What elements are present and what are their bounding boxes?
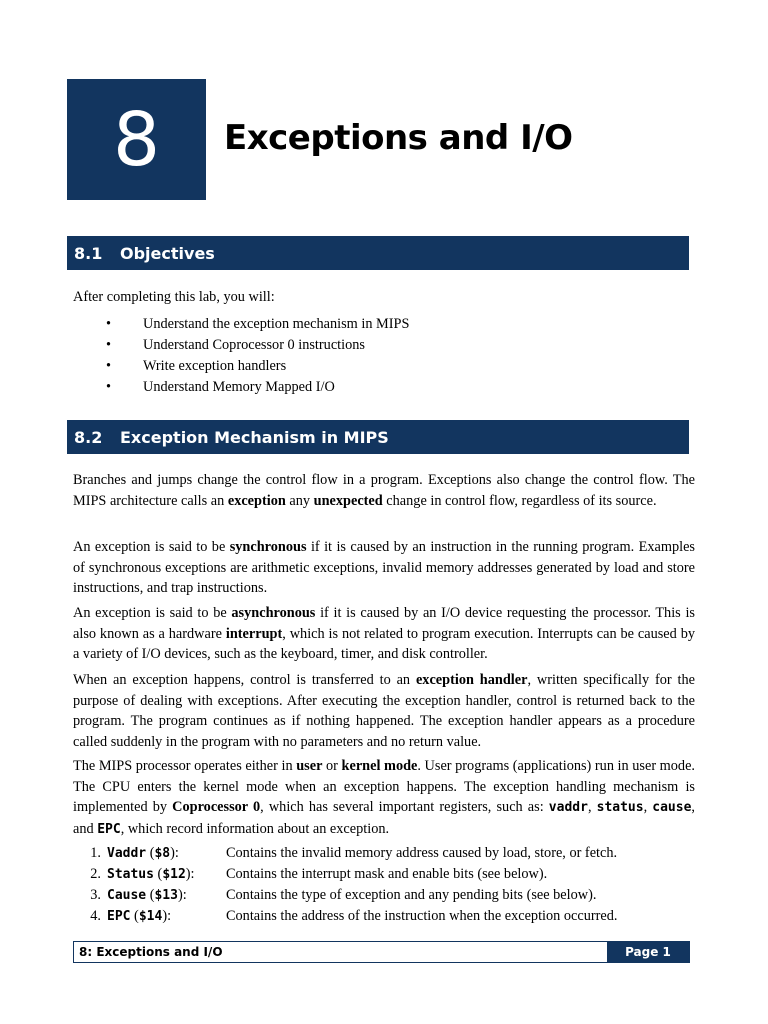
text: , which has several important registers, such as:	[260, 799, 549, 815]
text: change in control flow, regardless of its source.	[382, 492, 657, 509]
paragraph-3	[73, 603, 695, 665]
paragraph-5	[73, 756, 695, 840]
section-number: 8.1	[74, 243, 103, 263]
bold-term: Coprocessor 0	[172, 799, 261, 815]
bold-term: exception	[227, 492, 286, 509]
section-heading-exception-mechanism	[67, 420, 689, 454]
bold-term: kernel mode	[341, 758, 418, 774]
chapter-number-box	[67, 79, 206, 200]
register-description: Contains the interrupt mask and enable bits (see below).	[226, 866, 548, 882]
register-number: $8	[154, 846, 171, 861]
bullet-text: Write exception handlers	[143, 358, 287, 374]
footer-chapter-label: 8: Exceptions and I/O	[79, 945, 223, 959]
list-item: • Understand Coprocessor 0 instructions	[106, 337, 365, 353]
text: ,	[643, 799, 653, 815]
list-item: • Understand Memory Mapped I/O	[106, 379, 335, 395]
chapter-title: Exceptions and I/O	[224, 118, 573, 158]
register-label: EPC	[107, 909, 131, 924]
text: , written specifically for the purpose of dealing with exceptions. After executing the exception handler, control is returned back to the program. The program continues as if nothing happened. The exception handler appears as a procedure called suddenly in the program with no parameters and no return value.	[73, 672, 695, 750]
register-list	[73, 843, 695, 927]
bullet-text: Understand the exception mechanism in MIPS	[143, 316, 410, 332]
paragraph-4	[73, 670, 695, 752]
register-name: Cause ($13):	[107, 887, 187, 903]
text: An exception is said to be	[73, 539, 230, 555]
text: , and	[73, 799, 695, 837]
bold-term: user	[296, 758, 323, 774]
paragraph-2	[73, 537, 695, 599]
text: if it is caused by an instruction in the running program. Examples of synchronous exceptions are arithmetic exceptions, invalid memory addresses generated by load and store instructions, and trap instructions.	[73, 539, 695, 596]
text: , which is not related to program execution. Interrupts can be caused by a variety of I/O devices, such as the keyboard, timer, and disk controller.	[73, 625, 695, 662]
objectives-intro: After completing this lab, you will:	[73, 289, 275, 305]
page-number: Page 1	[607, 942, 689, 962]
text: if it is caused by an I/O device requesting the processor. This is also known as a hardware	[73, 605, 695, 642]
item-number: 1.	[90, 845, 101, 861]
register-name: EPC ($14):	[107, 908, 172, 924]
register-description: Contains the address of the instruction when the exception occurred.	[226, 908, 618, 924]
register-number: $14	[138, 909, 163, 924]
bold-term: synchronous	[229, 539, 307, 555]
bold-term: unexpected	[313, 492, 383, 509]
register-number: $13	[154, 888, 178, 903]
text: . User programs (applications) run in user mode. The CPU enters the kernel mode when an exception happens. The exception handling mechanism is implemented by	[73, 758, 696, 815]
register-name: Status ($12):	[107, 866, 195, 882]
register-description: Contains the invalid memory address caused by load, store, or fetch.	[226, 845, 618, 861]
item-number: 2.	[90, 866, 101, 882]
list-item	[73, 885, 695, 906]
code-term: status	[596, 800, 644, 815]
section-number: 8.2	[74, 427, 103, 447]
register-name: Vaddr ($8):	[107, 845, 179, 861]
text: Branches and jumps change the control flow in a program. Exceptions also change the control flow. The MIPS architecture calls an	[73, 472, 695, 509]
section-title: Objectives	[120, 243, 215, 263]
text: any	[285, 492, 314, 509]
register-label: Status	[107, 867, 154, 882]
code-term: vaddr	[548, 800, 588, 815]
text: The MIPS processor operates either in	[73, 758, 297, 774]
register-number: $12	[162, 867, 186, 882]
page-footer	[73, 941, 690, 963]
section-heading-objectives	[67, 236, 689, 270]
text: or	[322, 758, 342, 774]
register-label: Cause	[107, 888, 147, 903]
text: ,	[587, 799, 597, 815]
item-number: 4.	[90, 908, 101, 924]
code-term: EPC	[97, 821, 121, 837]
list-item	[73, 843, 695, 864]
list-item: • Write exception handlers	[106, 358, 287, 374]
paragraph-1	[73, 470, 695, 511]
chapter-number: 8	[112, 96, 161, 183]
objectives-list	[73, 314, 409, 398]
bold-term: asynchronous	[231, 605, 316, 621]
code-term: cause	[652, 800, 692, 815]
text: An exception is said to be	[73, 605, 232, 621]
item-number: 3.	[90, 887, 101, 903]
text: When an exception happens, control is transferred to an	[73, 672, 416, 688]
bold-term: exception handler	[415, 672, 528, 688]
bullet-text: Understand Memory Mapped I/O	[143, 379, 335, 395]
register-label: Vaddr	[107, 846, 147, 861]
section-title: Exception Mechanism in MIPS	[120, 427, 389, 447]
text: , which record information about an exception.	[120, 820, 390, 837]
bold-term: interrupt	[225, 625, 283, 642]
list-item: • Understand the exception mechanism in MIPS	[106, 316, 410, 332]
list-item	[73, 864, 695, 885]
bullet-text: Understand Coprocessor 0 instructions	[143, 337, 365, 353]
list-item	[73, 906, 695, 927]
register-description: Contains the type of exception and any pending bits (see below).	[226, 887, 597, 903]
